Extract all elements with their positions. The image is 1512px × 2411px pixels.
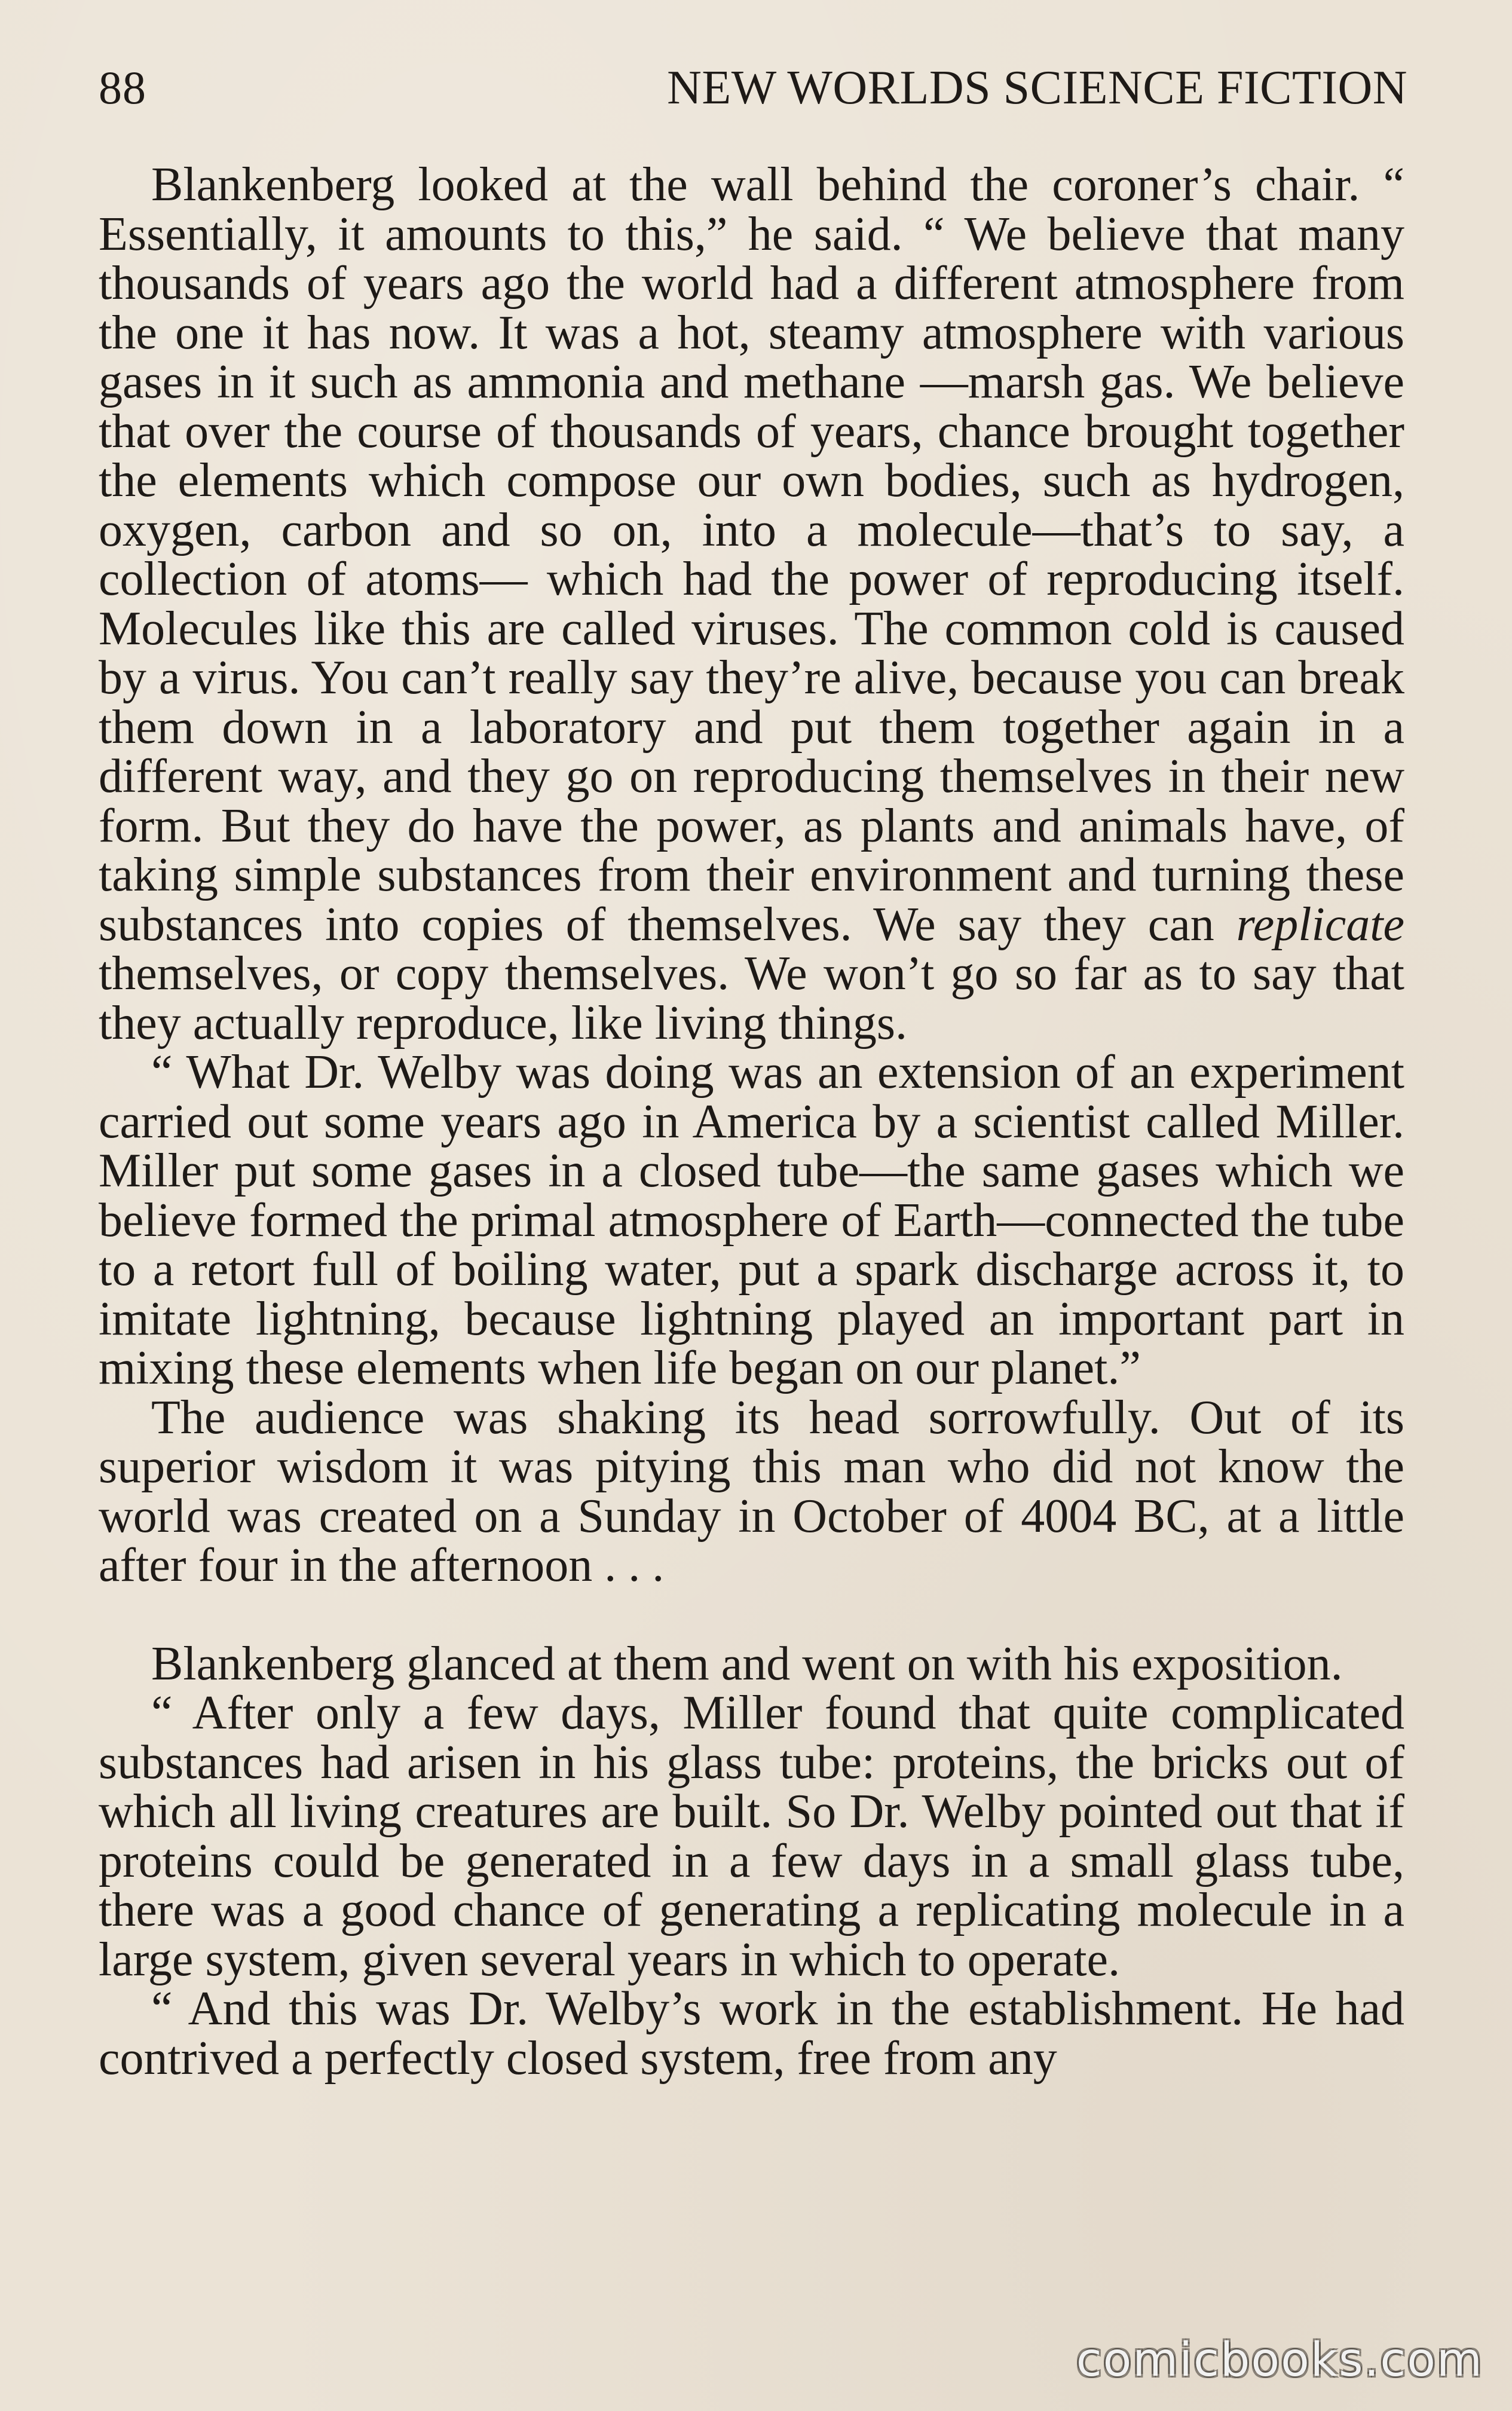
paragraph-1	[99, 160, 1404, 1048]
watermark: comicbooks.com	[1076, 2333, 1483, 2387]
paragraph-1-text-b: themselves, or copy themselves. We won’t go so far as to say that they actually reproduce, like living things.	[99, 947, 1404, 1050]
paragraph-6: “ And this was Dr. Welby’s work in the establishment. He had contrived a perfectly closed system, free from any	[99, 1982, 1404, 2085]
running-title: NEW WORLDS SCIENCE FICTION	[667, 62, 1407, 114]
paragraph-4: Blankenberg glanced at them and went on with his exposition.	[151, 1637, 1343, 1690]
page-header	[99, 55, 1407, 121]
paragraph-3: The audience was shaking its head sorrowfully. Out of its superior wisdom it was pitying this man who did not know the world was created on a Sunday in October of 4004 BC, at a little after four in the afternoon . . .	[99, 1391, 1404, 1592]
paragraph-2: “ What Dr. Welby was doing was an extension of an experiment carried out some years ago in America by a scientist called Miller. Miller put some gases in a closed tube—the same gases which we believe formed the primal atmosphere of Earth—connected the tube to a retort full of boiling water, put a spark discharge across it, to imitate lightning, because lightning played an important part in mixing these elements when life began on our planet.”	[99, 1046, 1404, 1394]
body-text	[99, 160, 1404, 2083]
paragraph-1-text-a: Blankenberg looked at the wall behind the coroner’s chair. “ Essentially, it amounts to this,” he said. “ We believe that many thousands of years ago the world had a different atmosphere from the one it has now. It was a hot, steamy atmosphere with various gases in it such as ammonia and methane —marsh gas. We believe that over the course of thousands of years, chance brought together the elements which compose our own bodies, such as hydrogen, oxygen, carbon and so on, into a molecule—that’s to say, a collection of atoms— which had the power of reproducing itself. Molecules like this are called viruses. The common cold is caused by a virus. You can’t really say they’re alive, because you can break them down in a laboratory and put them together again in a different way, and they go on reproducing themselves in their new form. But they do have the power, as plants and animals have, of taking simple substances from their environment and turning these substances into copies of themselves. We say they can	[99, 158, 1404, 951]
paragraph-5: “ After only a few days, Miller found that quite complicated substances had arisen in his glass tube: proteins, the bricks out of which all living creatures are built. So Dr. Welby pointed out that if proteins could be generated in a few days in a small glass tube, there was a good chance of generating a replicating molecule in a large system, given several years in which to operate.	[99, 1687, 1404, 1986]
page-number: 88	[99, 62, 146, 114]
emphasis-replicate: replicate	[1236, 898, 1404, 951]
